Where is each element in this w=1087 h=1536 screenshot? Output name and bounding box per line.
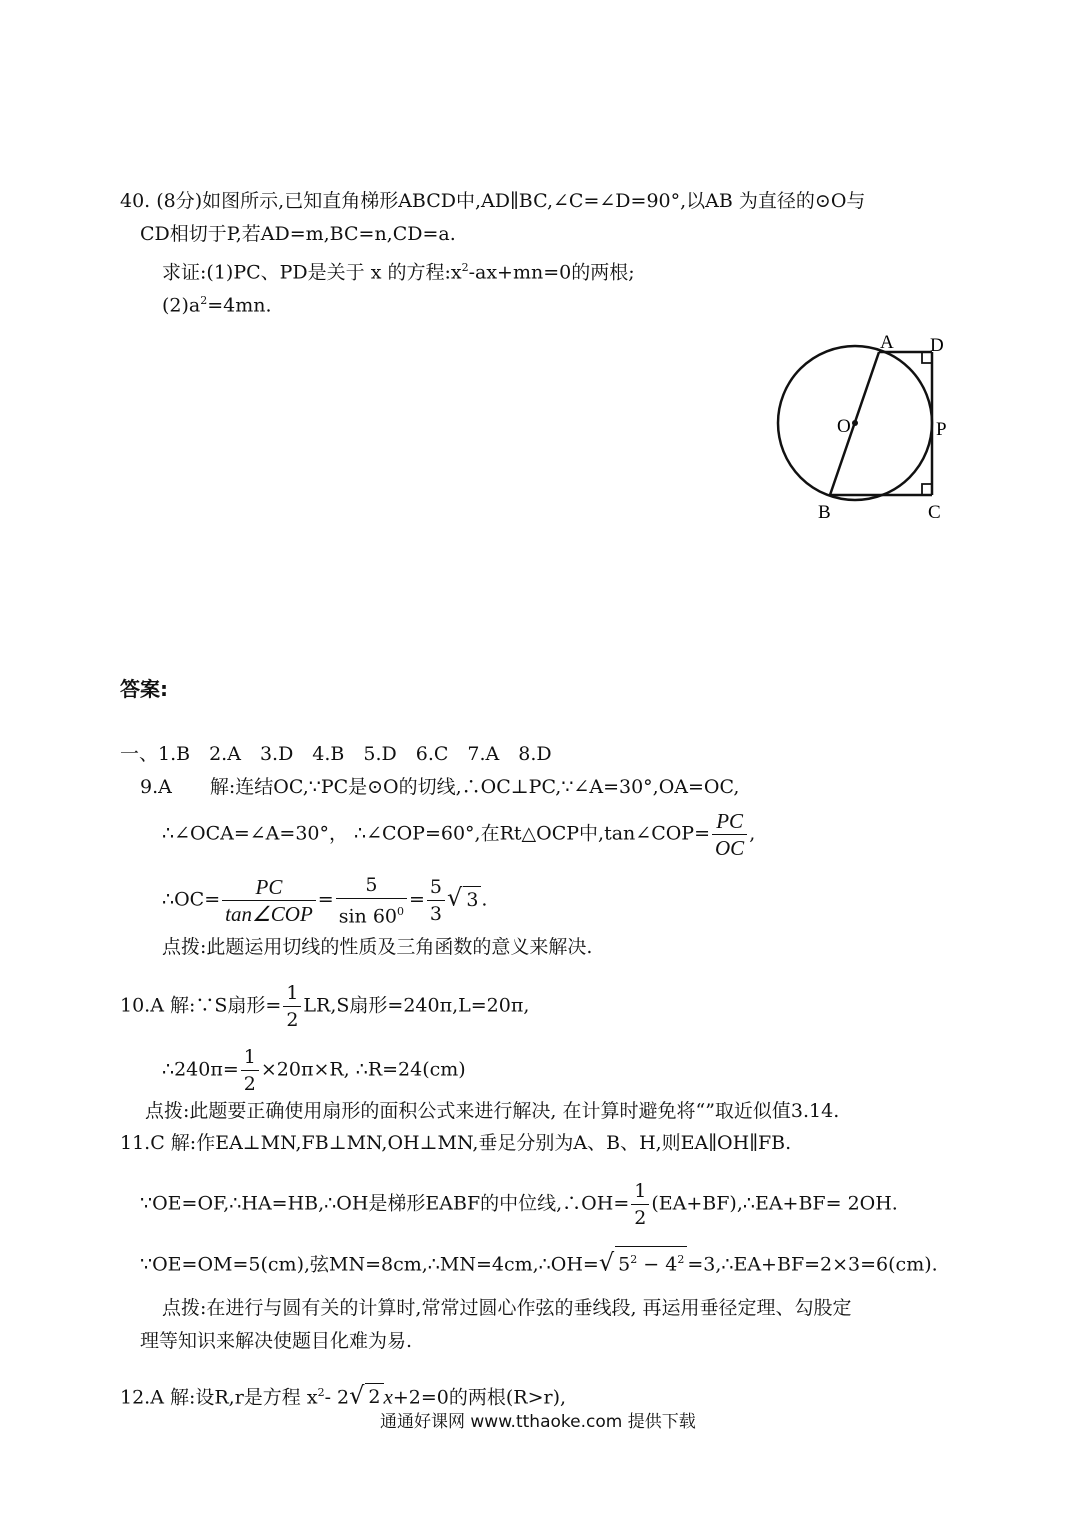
fraction-pc-oc: $\frac{PC}{OC}$	[712, 808, 747, 861]
trapezoid-circle-figure	[770, 325, 970, 530]
answer-line-9: 11.C 解:作EA⊥MN,FB⊥MN,OH⊥MN,垂足分别为A、B、H,则EA∥OH∥FB.	[120, 1132, 792, 1154]
fraction-5-sin60: $\frac{5}{\sin 60^0}$	[336, 872, 407, 929]
answer-line-5: 点拨:此题运用切线的性质及三角函数的意义来解决.	[162, 936, 593, 958]
q40-line2: CD相切于P,若AD=m,BC=n,CD=a.	[140, 223, 456, 245]
label-d: D	[930, 335, 944, 356]
answer-line-4: ∴OC= $\frac{PC}{\text{tan∠COP}}$ = $\frac{5}{\sin 60^0}$ = $\frac{5}{3}$ √ 3 .	[162, 874, 488, 928]
label-b: B	[818, 502, 831, 523]
answer-line-7: ∴240π= $\frac{1}{2}$ ×20π×R, ∴R=24(cm)	[162, 1046, 466, 1095]
answer-line-8: 点拨:此题要正确使用扇形的面积公式来进行解决, 在计算时避免将“”取近似值3.14.	[145, 1100, 840, 1122]
q40-line1: 40. (8分)如图所示,已知直角梯形ABCD中,AD∥BC,∠C=∠D=90°,以AB 为直径的⊙O与	[120, 190, 866, 212]
answer-line-10: ∵OE=OF,∴HA=HB,∴OH是梯形EABF的中位线,∴OH= $\frac{1}{2}$ (EA+BF),∴EA+BF= 2OH.	[140, 1180, 898, 1229]
answer-heading: 答案:	[120, 677, 168, 701]
fraction-5-3: $\frac{5}{3}$	[427, 874, 445, 927]
label-p: P	[936, 419, 947, 440]
fraction-half: $\frac{1}{2}$	[283, 980, 301, 1033]
q40-line3: 求证:(1)PC、PD是关于 x 的方程$:x^2-ax+mn=0$的两根;	[162, 261, 635, 284]
answer-line-14: 12.A 解:设R,r是方程 $x^2-$ 2√ 2 x+2=0的两根(R>r),	[120, 1381, 567, 1410]
fraction-pc-tan: $\frac{PC}{\text{tan∠COP}}$	[222, 874, 316, 927]
footer: 通通好课网 www.tthaoke.com 提供下载	[380, 1412, 696, 1432]
answer-line-13: 理等知识来解决使题目化难为易.	[140, 1330, 413, 1352]
label-c: C	[928, 502, 941, 523]
fraction-half-2: $\frac{1}{2}$	[241, 1044, 259, 1097]
answer-line-2: 9.A 解:连结OC,∵PC是⊙O的切线,∴OC⊥PC,∵∠A=30°,OA=OC,	[140, 776, 740, 798]
label-a: A	[880, 332, 894, 353]
q40-line4: $(2)a^2=4mn$.	[162, 294, 272, 317]
right-angle-c	[922, 484, 932, 495]
fraction-half-3: $\frac{1}{2}$	[631, 1178, 649, 1231]
center-point	[852, 420, 858, 426]
answer-line-3: ∴∠OCA=∠A=30°， ∴∠COP=60°,在Rt△OCP中,tan∠COP= $\frac{PC}{OC}$ ,	[162, 809, 756, 860]
answer-line-11: ∵OE=OM=5(cm),弦MN=8cm,∴MN=4cm,∴OH=√ $5^2 - 4^2$ =3,∴EA+BF=2×3=6(cm).	[140, 1246, 938, 1277]
answer-line-12: 点拨:在进行与圆有关的计算时,常常过圆心作弦的垂线段, 再运用垂径定理、勾股定	[162, 1297, 852, 1319]
answer-line-6: 10.A 解:∵S扇形= $\frac{1}{2}$ LR,S扇形=240π,L=20π,	[120, 982, 530, 1031]
label-o: O	[837, 416, 851, 437]
answer-line-1: 一、1.B 2.A 3.D 4.B 5.D 6.C 7.A 8.D	[120, 743, 552, 765]
